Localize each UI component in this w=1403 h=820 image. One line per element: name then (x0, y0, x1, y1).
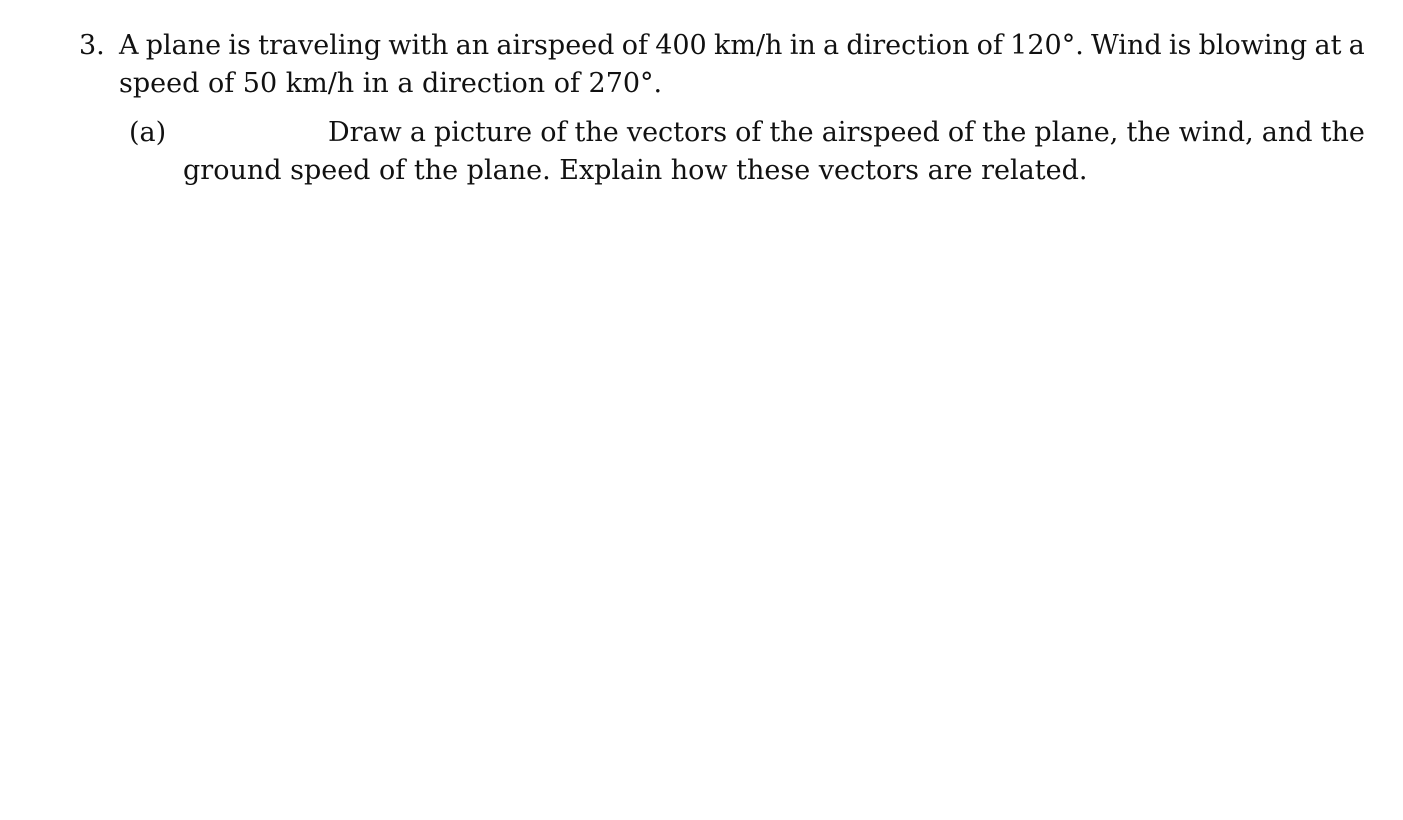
word: airspeed (821, 117, 940, 148)
word: direction (846, 30, 970, 61)
word: of (976, 30, 1003, 61)
problem-number: 3. (79, 30, 105, 61)
word: wind, (1178, 117, 1254, 148)
word: the (982, 117, 1027, 148)
word: A (119, 30, 139, 61)
word: Wind (1091, 30, 1162, 61)
word: of (947, 117, 975, 148)
word: the (1126, 117, 1171, 148)
part-a-text-line-1 (328, 114, 1365, 152)
part-a (79, 114, 1365, 194)
word: a (1348, 30, 1365, 61)
word: plane (145, 30, 222, 61)
word: picture (434, 117, 533, 148)
word: km/h (714, 30, 783, 61)
part-a-label: (a) (129, 117, 167, 148)
word: of (540, 117, 567, 148)
word: plane, (1034, 117, 1119, 148)
word: a (409, 117, 426, 148)
word: an (455, 30, 490, 61)
word: the (769, 117, 814, 148)
problem-text-line-1 (119, 27, 1365, 65)
word: 120°. (1010, 30, 1084, 61)
word: airspeed (496, 30, 615, 61)
word: of (621, 30, 648, 61)
word: is (228, 30, 251, 61)
word: in (789, 30, 816, 61)
word: the (574, 117, 619, 148)
word: blowing (1198, 30, 1308, 61)
word: with (388, 30, 449, 61)
word: the (1320, 117, 1365, 148)
word: vectors (626, 117, 728, 148)
word: is (1168, 30, 1192, 61)
word: of (735, 117, 762, 148)
part-a-text-line-2: ground speed of the plane. Explain how these vectors are related. (183, 155, 1088, 186)
word: a (822, 30, 840, 61)
word: traveling (258, 30, 382, 61)
problem-3 (79, 27, 1365, 103)
word: and (1261, 117, 1313, 148)
word: Draw (328, 117, 402, 148)
word: 400 (655, 30, 707, 61)
word: at (1314, 30, 1342, 61)
problem-text-line-2: speed of 50 km/h in a direction of 270°. (119, 68, 663, 99)
